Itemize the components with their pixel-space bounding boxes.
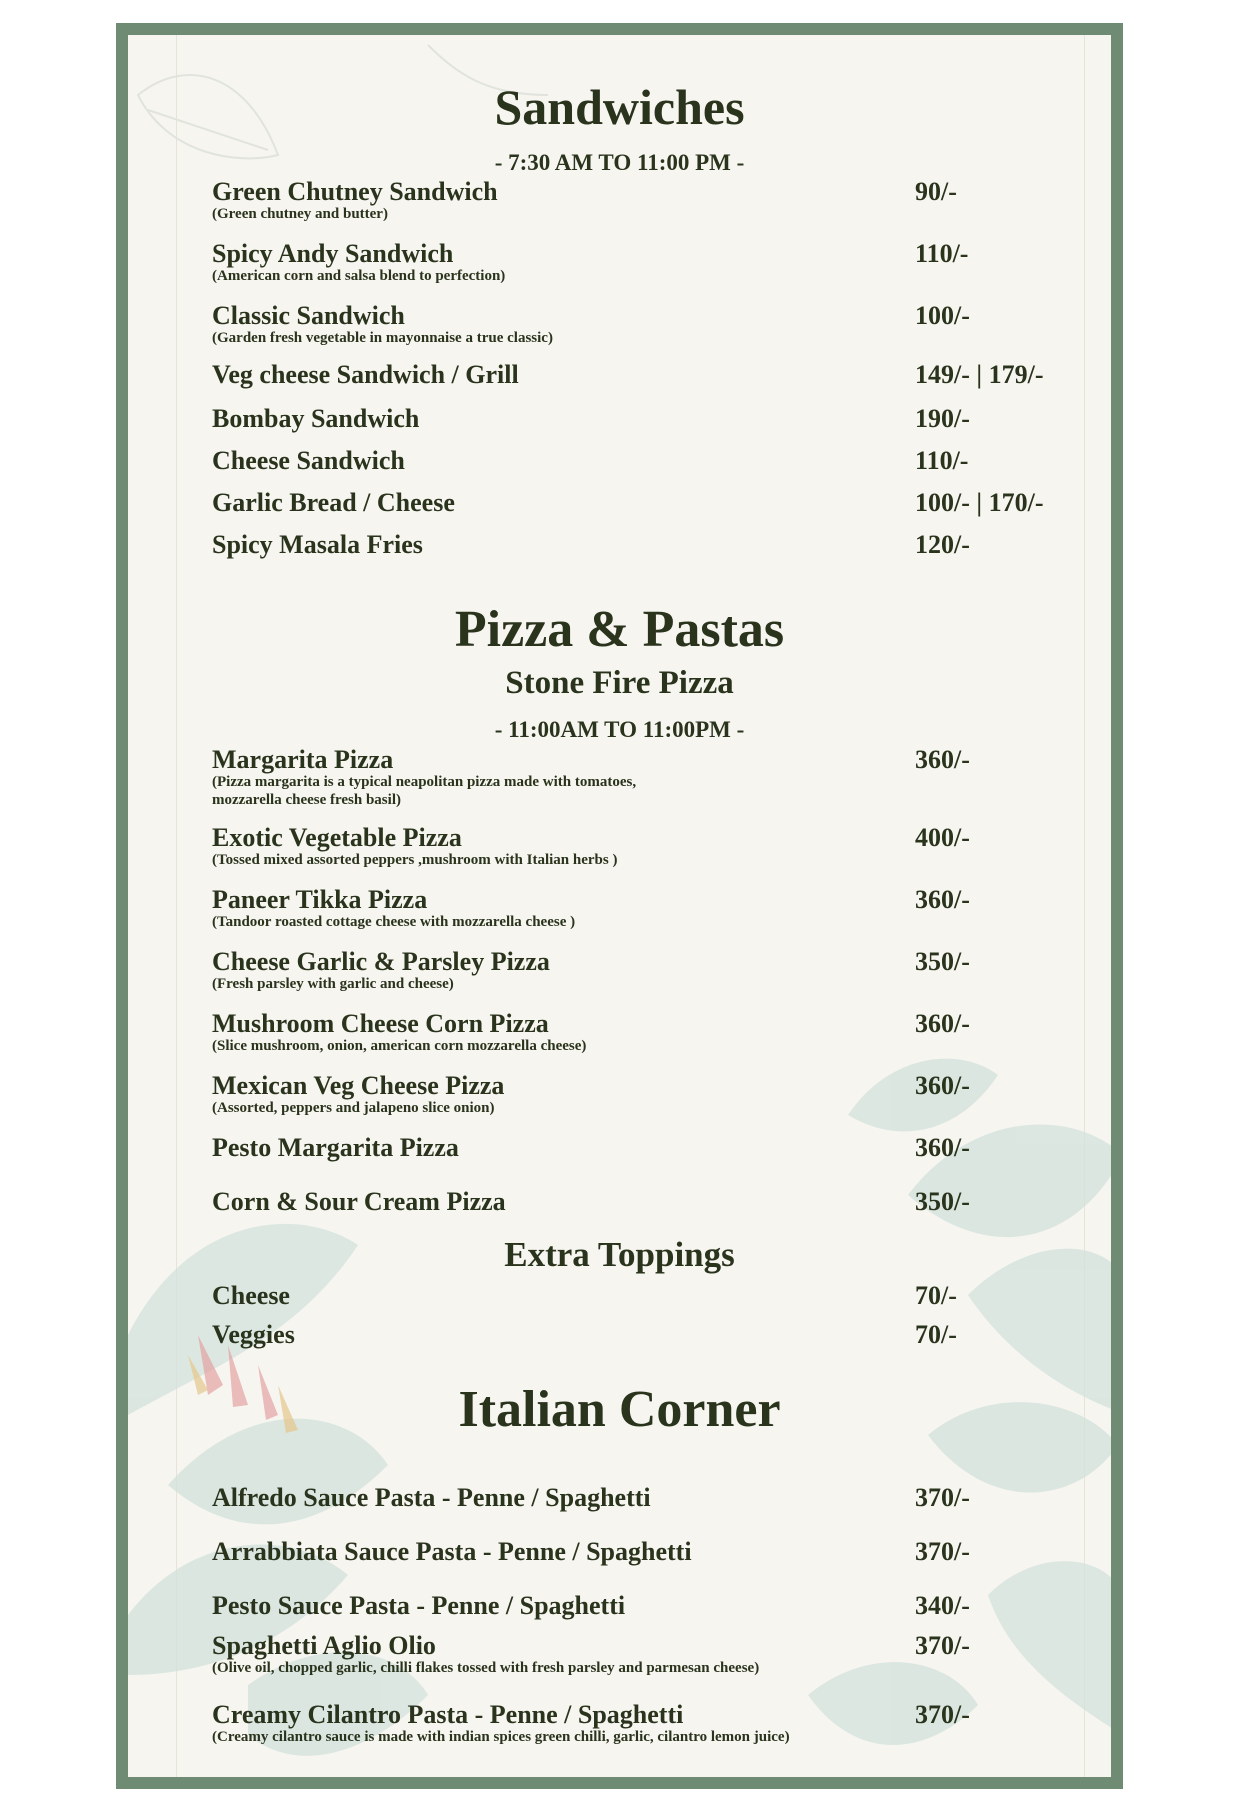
- menu-item-name: Cheese Sandwich: [212, 446, 405, 475]
- menu-item-price: 350/-: [915, 1187, 970, 1216]
- menu-item-price: 360/-: [915, 1071, 970, 1100]
- menu-item-name: Spaghetti Aglio Olio: [212, 1631, 436, 1660]
- menu-item-price: 149/- | 179/-: [915, 360, 1044, 389]
- menu-item-desc: (Green chutney and butter): [212, 206, 388, 222]
- menu-item-name: Green Chutney Sandwich: [212, 177, 498, 206]
- menu-item-price: 70/-: [915, 1281, 957, 1310]
- menu-item-name: Exotic Vegetable Pizza: [212, 823, 462, 852]
- menu-item-desc: (Garden fresh vegetable in mayonnaise a true classic): [212, 330, 553, 346]
- menu-item-desc: mozzarella cheese fresh basil): [212, 792, 401, 808]
- menu-item-desc: (Slice mushroom, onion, american corn mozzarella cheese): [212, 1038, 587, 1054]
- menu-item-price: 120/-: [915, 530, 970, 559]
- menu-item-name: Cheese Garlic & Parsley Pizza: [212, 947, 550, 976]
- menu-item-name: Corn & Sour Cream Pizza: [212, 1187, 506, 1216]
- menu-item-desc: (Fresh parsley with garlic and cheese): [212, 976, 454, 992]
- menu-item-desc: (Pizza margarita is a typical neapolitan pizza made with tomatoes,: [212, 774, 637, 790]
- menu-item-price: 110/-: [915, 446, 969, 475]
- menu-item-name: Veggies: [212, 1320, 295, 1349]
- menu-item-price: 100/- | 170/-: [915, 488, 1044, 517]
- menu-item-name: Alfredo Sauce Pasta - Penne / Spaghetti: [212, 1483, 651, 1512]
- menu-item-price: 100/-: [915, 301, 970, 330]
- menu-item-price: 340/-: [915, 1591, 970, 1620]
- menu-item-name: Cheese: [212, 1281, 290, 1310]
- section-title-sandwiches: Sandwiches: [494, 79, 745, 135]
- menu-content: [128, 35, 1111, 1777]
- menu-item-desc: (Tossed mixed assorted peppers ,mushroom with Italian herbs ): [212, 852, 618, 868]
- menu-item-name: Garlic Bread / Cheese: [212, 488, 455, 517]
- menu-item-price: 370/-: [915, 1631, 970, 1660]
- menu-item-desc: (Assorted, peppers and jalapeno slice onion): [212, 1100, 495, 1116]
- menu-item-price: 360/-: [915, 745, 970, 774]
- section-title-extra-toppings: Extra Toppings: [504, 1235, 735, 1274]
- menu-item-desc: (Creamy cilantro sauce is made with indian spices green chilli, garlic, cilantro lemon juice): [212, 1729, 790, 1745]
- menu-item-desc: (Olive oil, chopped garlic, chilli flakes tossed with fresh parsley and parmesan cheese): [212, 1660, 760, 1676]
- menu-item-price: 110/-: [915, 239, 969, 268]
- menu-item-price: 360/-: [915, 1133, 970, 1162]
- menu-item-price: 190/-: [915, 404, 970, 433]
- menu-item-name: Mushroom Cheese Corn Pizza: [212, 1009, 549, 1038]
- section-title-italian-corner: Italian Corner: [458, 1381, 781, 1438]
- menu-item-desc: (Tandoor roasted cottage cheese with mozzarella cheese ): [212, 914, 576, 930]
- menu-item-price: 360/-: [915, 1009, 970, 1038]
- menu-item-desc: (American corn and salsa blend to perfection): [212, 268, 506, 284]
- menu-item-name: Spicy Masala Fries: [212, 530, 423, 559]
- menu-item-name: Veg cheese Sandwich / Grill: [212, 360, 519, 389]
- menu-item-name: Pesto Sauce Pasta - Penne / Spaghetti: [212, 1591, 626, 1620]
- menu-item-name: Mexican Veg Cheese Pizza: [212, 1071, 505, 1100]
- sandwiches-hours: - 7:30 AM TO 11:00 PM -: [494, 150, 745, 175]
- menu-item-price: 90/-: [915, 177, 957, 206]
- menu-item-name: Spicy Andy Sandwich: [212, 239, 454, 268]
- menu-item-price: 370/-: [915, 1537, 970, 1566]
- menu-item-name: Paneer Tikka Pizza: [212, 885, 428, 914]
- menu-item-price: 370/-: [915, 1700, 970, 1729]
- menu-item-name: Margarita Pizza: [212, 745, 394, 774]
- menu-item-name: Pesto Margarita Pizza: [212, 1133, 459, 1162]
- menu-item-name: Classic Sandwich: [212, 301, 405, 330]
- menu-item-name: Bombay Sandwich: [212, 404, 420, 433]
- section-subtitle-stone-fire: Stone Fire Pizza: [505, 665, 734, 701]
- menu-page-frame: [116, 23, 1123, 1789]
- menu-item-price: 70/-: [915, 1320, 957, 1349]
- menu-item-price: 400/-: [915, 823, 970, 852]
- menu-item-name: Creamy Cilantro Pasta - Penne / Spaghetti: [212, 1700, 684, 1729]
- pizza-hours: - 11:00AM TO 11:00PM -: [494, 717, 745, 742]
- menu-item-price: 370/-: [915, 1483, 970, 1512]
- menu-item-name: Arrabbiata Sauce Pasta - Penne / Spaghetti: [212, 1537, 692, 1566]
- menu-item-price: 360/-: [915, 885, 970, 914]
- menu-item-price: 350/-: [915, 947, 970, 976]
- section-title-pizza-pastas: Pizza & Pastas: [454, 601, 785, 658]
